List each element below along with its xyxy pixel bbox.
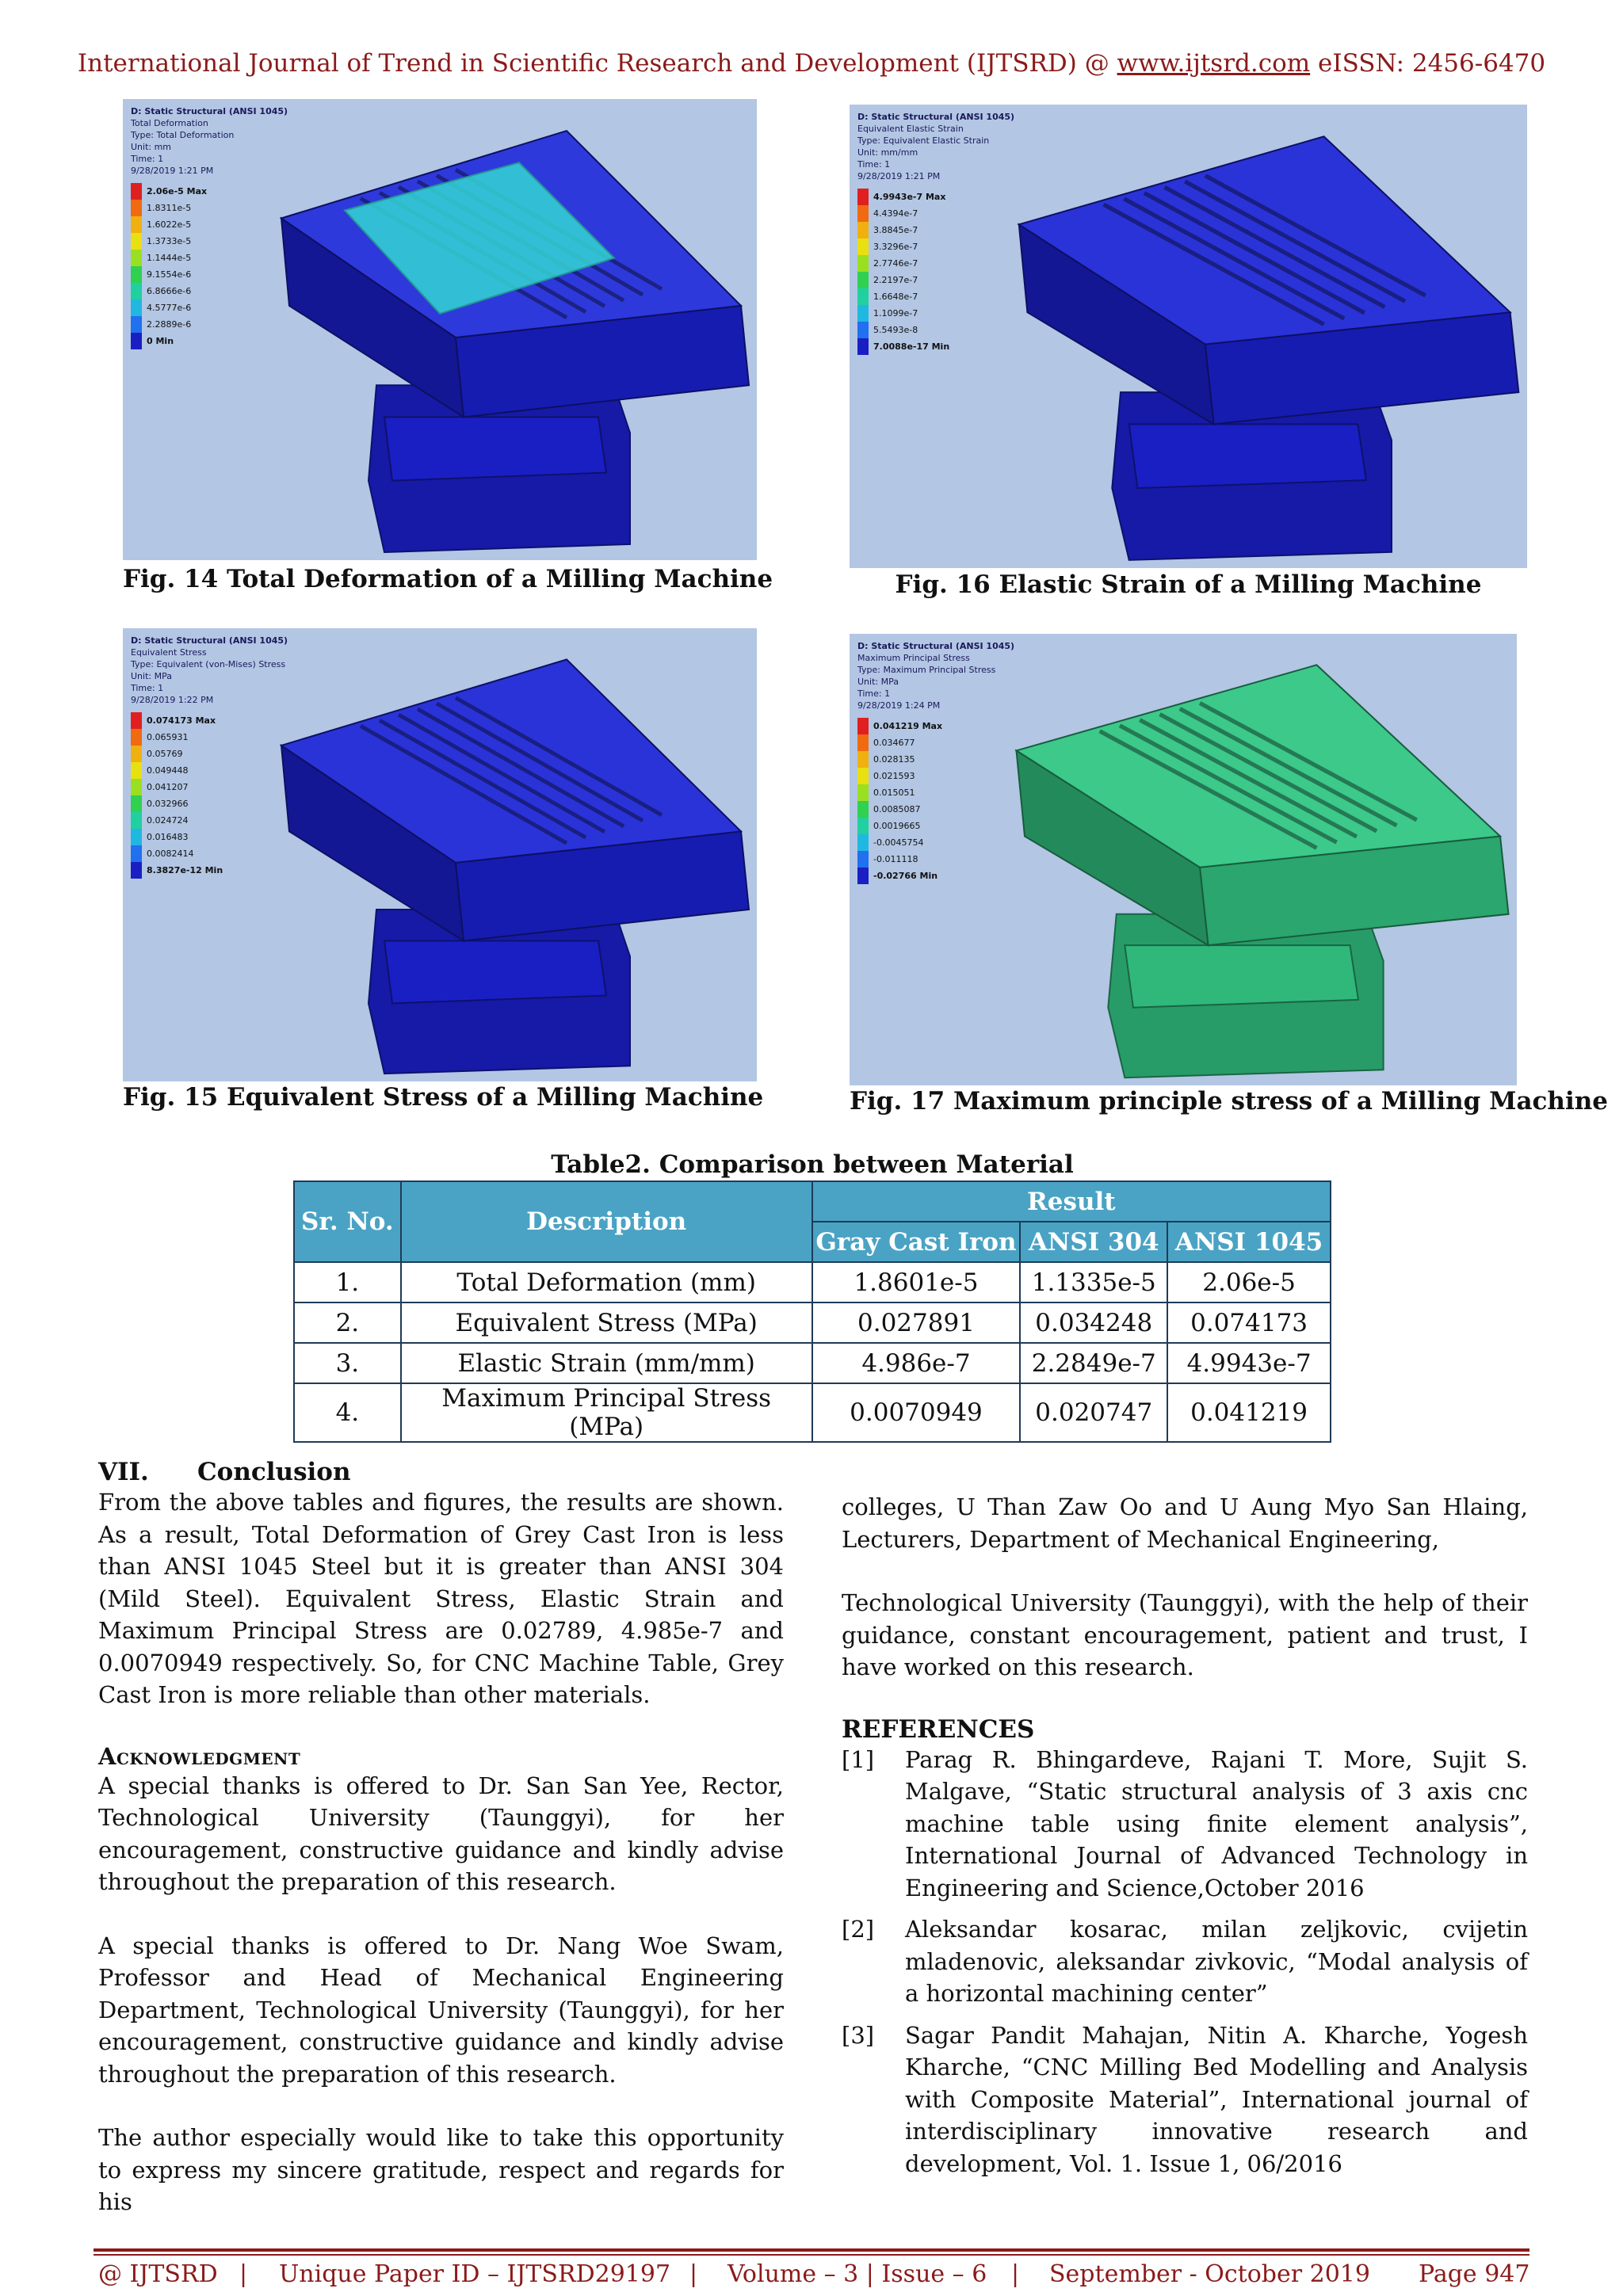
legend-entry (857, 784, 1014, 801)
legend-swatch (131, 266, 142, 283)
figure-16-image (850, 105, 1527, 568)
figure-17-image (850, 634, 1517, 1085)
legend-entry (131, 333, 288, 349)
fea-info-line: Equivalent Stress (131, 647, 207, 658)
reference-number: [1] (842, 1745, 875, 1773)
cell-value: 1.1335e-5 (1020, 1262, 1167, 1302)
figure-16-caption: Fig. 16 Elastic Strain of a Milling Machine (895, 570, 1482, 599)
cell-value: 4.9943e-7 (1167, 1343, 1331, 1383)
legend-entry (131, 200, 288, 216)
reference-item (842, 2019, 1528, 2180)
fea-info-line: 9/28/2019 1:21 PM (131, 166, 214, 176)
fea-legend (857, 111, 1014, 355)
fea-info-line: 9/28/2019 1:24 PM (857, 700, 941, 711)
fea-info-line: Maximum Principal Stress (857, 653, 970, 663)
fea-info-line: Type: Total Deformation (131, 130, 235, 140)
legend-label: 8.3827e-12 Min (147, 865, 223, 875)
legend-entry (857, 868, 1014, 884)
legend-swatch (857, 189, 869, 205)
fea-info-line: Time: 1 (131, 154, 164, 164)
cell-value: 0.020747 (1020, 1383, 1167, 1442)
cell-description: Maximum Principal Stress (MPa) (401, 1383, 812, 1442)
legend-swatch (131, 216, 142, 233)
table-row (294, 1302, 1331, 1343)
fea-info-line: Time: 1 (131, 683, 164, 693)
legend-swatch (131, 183, 142, 200)
fea-info-line: Total Deformation (131, 118, 208, 128)
fea-legend (857, 640, 1014, 884)
right-column (842, 1491, 1528, 2180)
legend-swatch (857, 238, 869, 255)
acknowledgment-paragraph: A special thanks is offered to Dr. San San Yee, Rector, Technological University (Taunggyi), for her encouragement, constructive guidance and kindly advise throughout the preparation of this research. (98, 1772, 784, 1895)
legend-label: 3.3296e-7 (873, 242, 918, 252)
fea-info-line: Time: 1 (857, 159, 891, 170)
legend-label: 0.0019665 (873, 821, 921, 831)
legend-entry (131, 712, 288, 729)
legend-swatch (131, 299, 142, 316)
legend-entry (857, 205, 1014, 222)
legend-swatch (857, 322, 869, 338)
legend-label: 1.1099e-7 (873, 308, 918, 318)
header-material-ansi-1045: ANSI 1045 (1167, 1222, 1331, 1262)
acknowledgment-paragraph: A special thanks is offered to Dr. Nang Woe Swam, Professor and Head of Mechanical Engineering Department, Technological University (Taunggyi), for her encouragement, constructive guidance and kindly advise throughout the preparation of this research. (98, 1932, 784, 2088)
fea-info-line: Unit: mm (131, 142, 172, 152)
legend-swatch (131, 712, 142, 729)
legend-entry (857, 718, 1014, 734)
legend-swatch (857, 868, 869, 884)
legend-label: 0.041219 Max (873, 721, 943, 731)
legend-swatch (131, 779, 142, 795)
legend-label: 0.074173 Max (147, 715, 216, 726)
conclusion-number: VII. (98, 1458, 149, 1486)
figure-15-caption: Fig. 15 Equivalent Stress of a Milling Machine (123, 1083, 764, 1112)
legend-label: 4.5777e-6 (147, 303, 192, 313)
legend-label: 0.028135 (873, 754, 915, 765)
reference-text: Aleksandar kosarac, milan zeljkovic, cvijetin mladenovic, aleksandar zivkovic, “Modal analysis of a horizontal machining center” (905, 1916, 1528, 2007)
legend-label: 2.06e-5 Max (147, 186, 208, 196)
header-sr-no: Sr. No. (294, 1181, 401, 1262)
footer-rule-thin (94, 2254, 1529, 2256)
comparison-table (293, 1180, 1331, 1443)
journal-name: International Journal of Trend in Scientific Research and Development (IJTSRD) @ (77, 49, 1117, 78)
legend-swatch (857, 222, 869, 238)
legend-label: 1.8311e-5 (147, 203, 192, 213)
legend-label: 0.0085087 (873, 804, 921, 814)
legend-swatch (131, 795, 142, 812)
machine-base-face (384, 941, 606, 1004)
legend-entry (131, 845, 288, 862)
header-material-gray-cast-iron: Gray Cast Iron (812, 1222, 1021, 1262)
legend-swatch (857, 205, 869, 222)
fea-info-line: 9/28/2019 1:22 PM (131, 695, 214, 705)
legend-label: 4.4394e-7 (873, 208, 918, 219)
legend-label: 1.6022e-5 (147, 219, 192, 230)
cell-no: 3. (294, 1343, 401, 1383)
legend-label: 1.3733e-5 (147, 236, 192, 246)
legend-swatch (857, 851, 869, 868)
footer-publisher: @ IJTSRD (98, 2260, 218, 2288)
legend-label: -0.011118 (873, 854, 918, 864)
footer-separator: | (1011, 2260, 1020, 2288)
legend-label: -0.02766 Min (873, 871, 938, 881)
left-column (98, 1458, 784, 2218)
legend-label: 6.8666e-6 (147, 286, 192, 296)
legend-entry (131, 746, 288, 762)
footer-period: September - October 2019 (1049, 2260, 1370, 2288)
cell-value: 2.06e-5 (1167, 1262, 1331, 1302)
legend-label: 0 Min (147, 336, 174, 346)
cell-value: 0.041219 (1167, 1383, 1331, 1442)
legend-entry (131, 829, 288, 845)
cell-description: Elastic Strain (mm/mm) (401, 1343, 812, 1383)
legend-entry (857, 818, 1014, 834)
legend-label: 1.1444e-5 (147, 253, 192, 263)
legend-entry (857, 189, 1014, 205)
figure-14-image (123, 99, 757, 560)
legend-entry (131, 862, 288, 879)
footer-paper-id: Unique Paper ID – IJTSRD29197 (279, 2260, 671, 2288)
cell-value: 0.034248 (1020, 1302, 1167, 1343)
table-row (294, 1383, 1331, 1442)
legend-swatch (857, 305, 869, 322)
cell-no: 2. (294, 1302, 401, 1343)
figure-15-image (123, 628, 757, 1081)
legend-swatch (131, 862, 142, 879)
footer-separator: | (239, 2260, 248, 2288)
legend-entry (857, 255, 1014, 272)
cell-description: Total Deformation (mm) (401, 1262, 812, 1302)
legend-entry (131, 216, 288, 233)
legend-entry (857, 768, 1014, 784)
legend-swatch (857, 801, 869, 818)
legend-label: 0.034677 (873, 738, 915, 748)
legend-swatch (857, 255, 869, 272)
legend-label: 0.05769 (147, 749, 183, 759)
conclusion-title: Conclusion (197, 1458, 351, 1486)
legend-entry (857, 288, 1014, 305)
legend-label: 0.021593 (873, 771, 915, 781)
legend-swatch (131, 729, 142, 746)
legend-label: 0.016483 (147, 832, 189, 842)
footer-page-number: Page 947 (1419, 2260, 1530, 2288)
reference-text: Sagar Pandit Mahajan, Nitin A. Kharche, Yogesh Kharche, “CNC Milling Bed Modelling and Analysis with Composite Material”, International journal of interdisciplinary innovative research and development, Vol. 1. Issue 1, 06/2016 (905, 2021, 1528, 2177)
cell-value: 0.027891 (812, 1302, 1021, 1343)
machine-base-face (384, 417, 606, 480)
journal-header (0, 49, 1623, 78)
conclusion-text: From the above tables and figures, the results are shown. As a result, Total Deformation of Grey Cast Iron is less than ANSI 1045 Steel but it is greater than ANSI 304 (Mild Steel). Equivalent Stress, Elastic Strain and Maximum Principal Stress are 0.02789, 4.985e-7 and 0.0070949 respectively. So, for CNC Machine Table, Grey Cast Iron is more reliable than other materials. (98, 1489, 784, 1708)
legend-label: 4.9943e-7 Max (873, 192, 946, 202)
fea-info-text (131, 105, 288, 177)
legend-swatch (857, 751, 869, 768)
legend-swatch (131, 829, 142, 845)
legend-label: 0.041207 (147, 782, 189, 792)
machine-base-face (1125, 945, 1358, 1008)
cell-no: 1. (294, 1262, 401, 1302)
legend-entry (857, 222, 1014, 238)
legend-swatch (131, 333, 142, 349)
legend-label: 5.5493e-8 (873, 325, 918, 335)
legend-entry (857, 801, 1014, 818)
legend-entry (131, 250, 288, 266)
legend-swatch (857, 288, 869, 305)
figure-17-caption: Fig. 17 Maximum principle stress of a Milling Machine (850, 1087, 1609, 1116)
legend-label: 1.6648e-7 (873, 292, 918, 302)
fea-legend (131, 635, 288, 879)
reference-number: [2] (842, 1916, 875, 1943)
legend-entry (857, 834, 1014, 851)
journal-url-link[interactable]: www.ijtsrd.com (1117, 49, 1311, 78)
fea-info-text (131, 635, 288, 706)
legend-entry (131, 266, 288, 283)
legend-label: 0.049448 (147, 765, 189, 776)
cell-description: Equivalent Stress (MPa) (401, 1302, 812, 1343)
legend-label: 0.0082414 (147, 849, 194, 859)
machine-base-face (1129, 424, 1366, 488)
legend-swatch (131, 812, 142, 829)
legend-swatch (857, 768, 869, 784)
legend-entry (131, 762, 288, 779)
legend-label: 2.7746e-7 (873, 258, 918, 269)
legend-entry (131, 812, 288, 829)
reference-number: [3] (842, 2021, 875, 2049)
table-row (294, 1262, 1331, 1302)
cell-no: 4. (294, 1383, 401, 1442)
legend-swatch (131, 200, 142, 216)
cell-value: 1.8601e-5 (812, 1262, 1021, 1302)
fea-info-line: Type: Equivalent (von-Mises) Stress (131, 659, 286, 669)
cell-value: 0.0070949 (812, 1383, 1021, 1442)
legend-swatch (131, 250, 142, 266)
header-result: Result (812, 1181, 1331, 1222)
fea-info-line: Unit: MPa (131, 671, 172, 681)
reference-item (842, 1913, 1528, 2010)
fea-info-line: D: Static Structural (ANSI 1045) (857, 641, 1015, 651)
fea-info-line: Equivalent Elastic Strain (857, 124, 964, 134)
references-heading: REFERENCES (842, 1714, 1035, 1744)
fea-info-line: D: Static Structural (ANSI 1045) (131, 106, 288, 116)
fea-info-line: 9/28/2019 1:21 PM (857, 171, 941, 181)
fea-info-line: Unit: MPa (857, 677, 899, 687)
header-description: Description (401, 1181, 812, 1262)
conclusion-heading (98, 1458, 784, 1486)
cell-value: 4.986e-7 (812, 1343, 1021, 1383)
legend-entry (131, 795, 288, 812)
legend-swatch (131, 746, 142, 762)
fea-info-line: Type: Equivalent Elastic Strain (857, 135, 990, 146)
legend-label: 0.065931 (147, 732, 189, 742)
cell-value: 0.074173 (1167, 1302, 1331, 1343)
legend-swatch (857, 784, 869, 801)
fea-info-text (857, 111, 1014, 182)
acknowledgment-heading: Acknowledgment (98, 1742, 301, 1770)
legend-swatch (131, 233, 142, 250)
legend-swatch (131, 316, 142, 333)
acknowledgment-continued: colleges, U Than Zaw Oo and U Aung Myo San Hlaing, Lecturers, Department of Mechanical Engineering, (842, 1493, 1528, 1553)
legend-label: 7.0088e-17 Min (873, 341, 950, 352)
legend-swatch (131, 845, 142, 862)
acknowledgment-paragraph: Technological University (Taunggyi), with the help of their guidance, constant encouragement, patient and trust, I have worked on this research. (842, 1589, 1528, 1680)
legend-label: 2.2197e-7 (873, 275, 918, 285)
journal-issn: eISSN: 2456-6470 (1310, 49, 1546, 78)
legend-entry (131, 779, 288, 795)
legend-label: 9.1554e-6 (147, 269, 192, 280)
legend-entry (857, 751, 1014, 768)
legend-label: 0.015051 (873, 788, 915, 798)
legend-entry (857, 272, 1014, 288)
cell-value: 2.2849e-7 (1020, 1343, 1167, 1383)
legend-swatch (857, 718, 869, 734)
legend-entry (857, 238, 1014, 255)
legend-entry (131, 283, 288, 299)
legend-entry (131, 183, 288, 200)
legend-entry (857, 338, 1014, 355)
legend-swatch (857, 734, 869, 751)
footer-separator: | (689, 2260, 698, 2288)
legend-swatch (131, 283, 142, 299)
legend-label: 0.024724 (147, 815, 189, 826)
table-title: Table2. Comparison between Material (551, 1150, 1074, 1179)
reference-item (842, 1744, 1528, 1905)
table-row (294, 1343, 1331, 1383)
legend-swatch (131, 762, 142, 779)
fea-info-line: D: Static Structural (ANSI 1045) (131, 635, 288, 646)
legend-label: 3.8845e-7 (873, 225, 918, 235)
legend-swatch (857, 338, 869, 355)
footer-rule (94, 2248, 1529, 2252)
footer-volume-issue: Volume – 3 | Issue – 6 (727, 2260, 987, 2288)
legend-entry (131, 729, 288, 746)
legend-entry (857, 322, 1014, 338)
legend-entry (857, 851, 1014, 868)
legend-entry (131, 299, 288, 316)
fea-info-line: D: Static Structural (ANSI 1045) (857, 112, 1015, 122)
legend-swatch (857, 272, 869, 288)
fea-info-line: Type: Maximum Principal Stress (857, 665, 996, 675)
legend-swatch (857, 834, 869, 851)
legend-entry (857, 734, 1014, 751)
legend-swatch (857, 818, 869, 834)
legend-label: -0.0045754 (873, 837, 924, 848)
fea-info-text (857, 640, 1014, 711)
acknowledgment-paragraph: The author especially would like to take this opportunity to express my sincere gratitude, respect and regards for his (98, 2124, 784, 2215)
legend-label: 2.2889e-6 (147, 319, 192, 330)
fea-legend (131, 105, 288, 349)
legend-entry (857, 305, 1014, 322)
legend-label: 0.032966 (147, 799, 189, 809)
reference-text: Parag R. Bhingardeve, Rajani T. More, Sujit S. Malgave, “Static structural analysis of 3 axis cnc machine table using finite element analysis”, International Journal of Advanced Technology in Engineering and Science,October 2016 (905, 1745, 1528, 1901)
figure-14-caption: Fig. 14 Total Deformation of a Milling Machine (123, 565, 773, 593)
header-material-ansi-304: ANSI 304 (1020, 1222, 1167, 1262)
legend-entry (131, 316, 288, 333)
fea-info-line: Unit: mm/mm (857, 147, 918, 158)
fea-info-line: Time: 1 (857, 688, 891, 699)
legend-entry (131, 233, 288, 250)
